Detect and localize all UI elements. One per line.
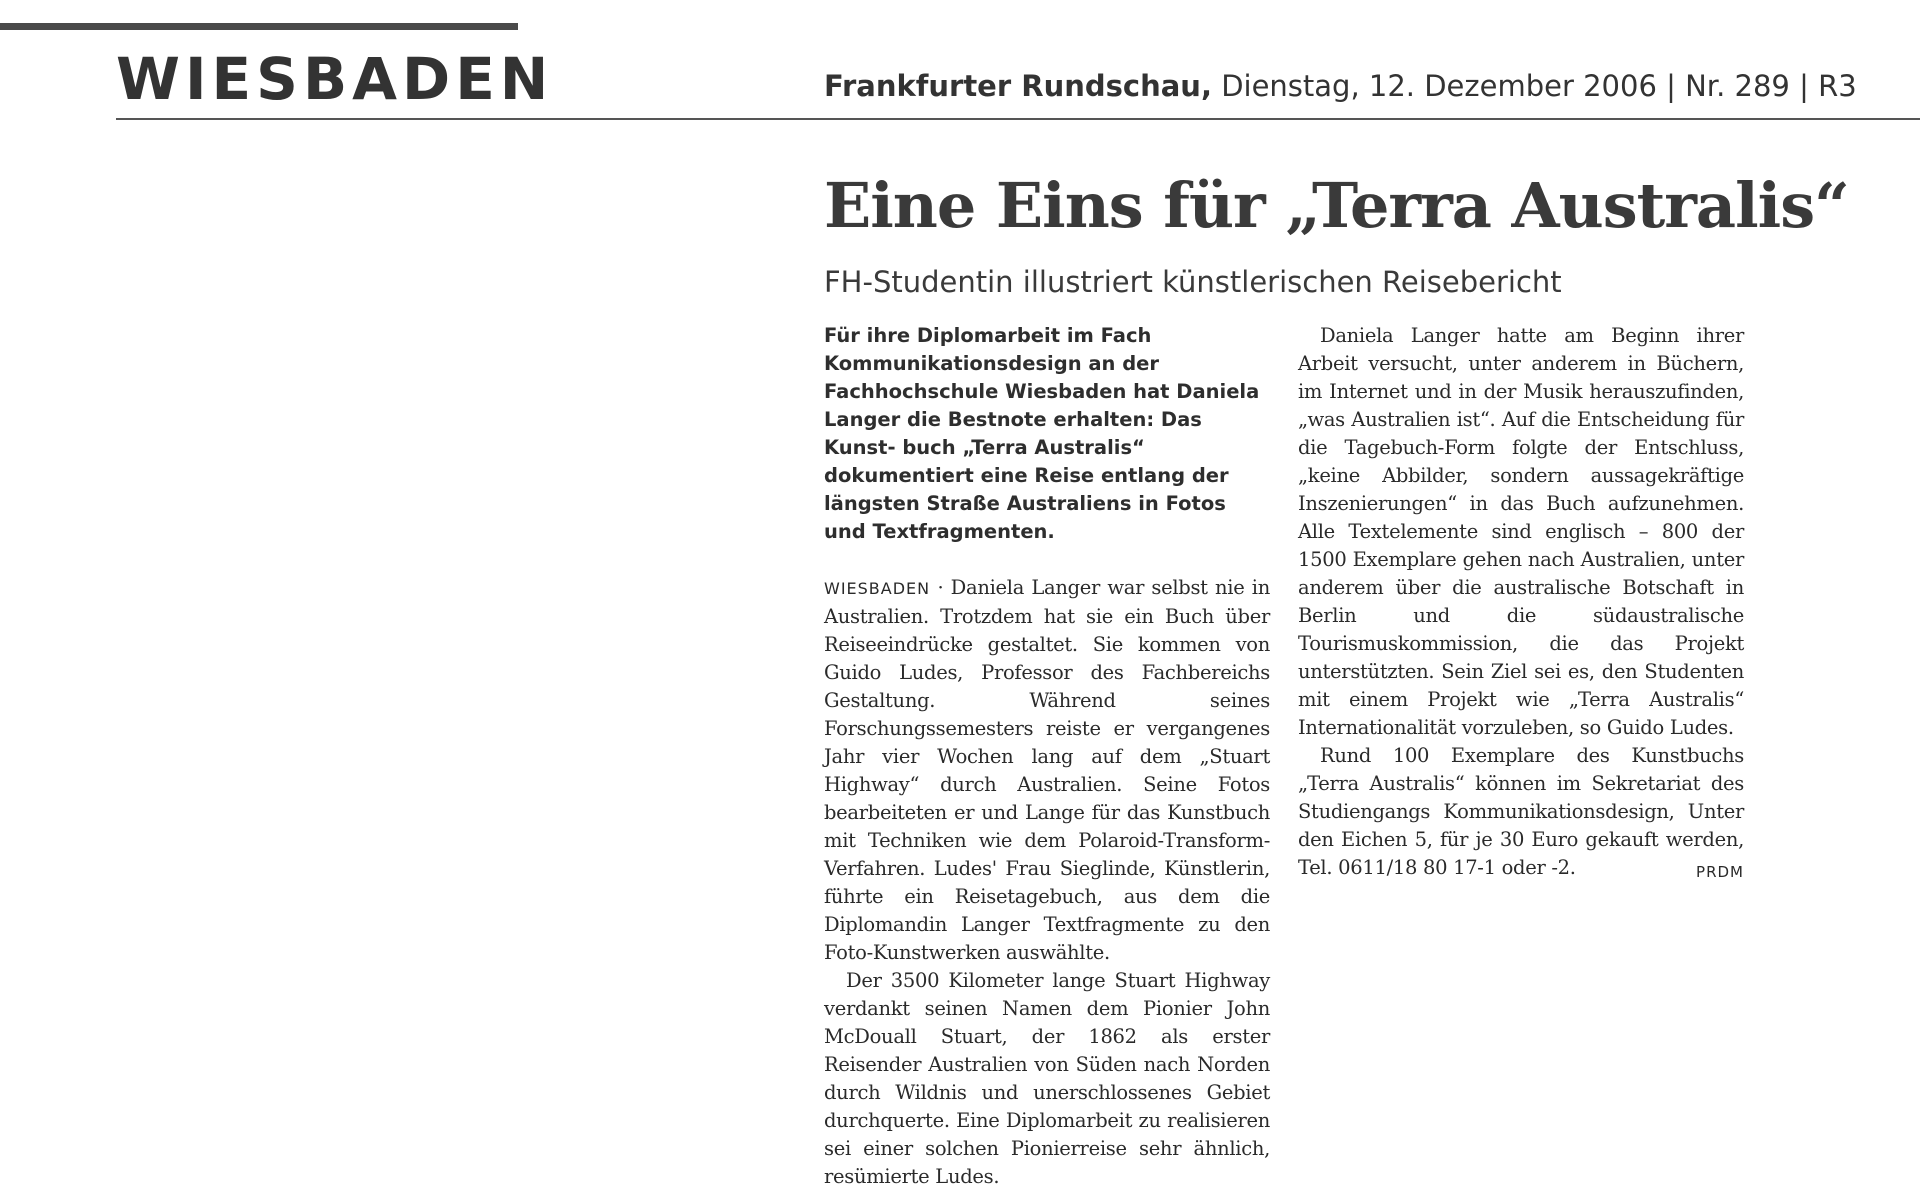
author-credit: PRDM	[1696, 863, 1744, 881]
article-lead: Für ihre Diplomarbeit im Fach Kommunikationsdesign an der Fachhochschule Wiesbaden hat Daniela Langer die Bestnote erhalten: Das Kunst- buch „Terra Australis“ dokumentiert eine Reise entlang der längsten Straße Australiens in Fotos und Textfragmenten.	[824, 324, 1260, 543]
paragraph-1-text: Daniela Langer war selbst nie in Australien. Trotzdem hat sie ein Buch über Reiseeindrücke gestaltet. Sie kommen von Guido Ludes, Professor des Fachbereichs Gestaltung. Während seines Forschungssemesters reiste er vergangenes Jahr vier Wochen lang auf dem „Stuart Highway“ durch Australien. Seine Fotos bearbeiteten er und Lange für das Kunstbuch mit Techniken wie dem Polaroid-Transform-Verfahren. Ludes' Frau Sieglinde, Künstlerin, führte ein Reisetagebuch, aus dem die Diplomandin Langer Textfragmente zu den Foto-Kunstwerken auswählte.	[824, 576, 1270, 964]
paragraph-4-text: Rund 100 Exemplare des Kunstbuchs „Terra Australis“ können im Sekretariat des Studiengangs Kommunikationsdesign, Unter den Eichen 5, für je 30 Euro gekauft werden, Tel. 0611/18 80 17-1 oder -2.	[1298, 744, 1744, 879]
section-title: WIESBADEN	[116, 45, 554, 113]
article-paragraph-4	[1298, 742, 1744, 882]
dateline: WIESBADEN	[824, 579, 931, 598]
article-subheadline: FH-Studentin illustriert künstlerischen Reisebericht	[824, 265, 1562, 299]
paper-name: Frankfurter Rundschau,	[824, 69, 1212, 103]
article-headline: Eine Eins für „Terra Australis“	[824, 169, 1849, 242]
issue-info: Dienstag, 12. Dezember 2006 | Nr. 289 | R3	[1221, 69, 1857, 103]
article-column-1	[824, 322, 1270, 1191]
article-paragraph-1: WIESBADEN · Daniela Langer war selbst nie in Australien. Trotzdem hat sie ein Buch über Reiseeindrücke gestaltet. Sie kommen von Guido Ludes, Professor des Fachbereichs Gestaltung. Während seines Forschungssemesters reiste er vergangenes Jahr vier Wochen lang auf dem „Stuart Highway“ durch Australien. Seine Fotos bearbeiteten er und Lange für das Kunstbuch mit Techniken wie dem Polaroid-Transform-Verfahren. Ludes' Frau Sieglinde, Künstlerin, führte ein Reisetagebuch, aus dem die Diplomandin Langer Textfragmente zu den Foto-Kunstwerken auswählte.	[824, 576, 1270, 964]
article-paragraph-2: Der 3500 Kilometer lange Stuart Highway verdankt seinen Namen dem Pionier John McDouall Stuart, der 1862 als erster Reisender Australien von Süden nach Norden durch Wildnis und unerschlossenes Gebiet durchquerte. Eine Diplomarbeit zu realisieren sei einer solchen Pionierreise sehr ähnlich, resümierte Ludes.	[824, 969, 1270, 1188]
article-paragraph-3: Daniela Langer hatte am Beginn ihrer Arbeit versucht, unter anderem in Büchern, im Internet und in der Musik herauszufinden, „was Australien ist“. Auf die Entscheidung für die Tagebuch-Form folgte der Entschluss, „keine Abbilder, sondern aussagekräftige Inszenierungen“ in das Buch aufzunehmen. Alle Textelemente sind englisch – 800 der 1500 Exemplare gehen nach Australien, unter anderem über die australische Botschaft in Berlin und die südaustralische Tourismuskommission, die das Projekt unterstützten. Sein Ziel sei es, den Studenten mit einem Projekt wie „Terra Australis“ Internationalität vorzuleben, so Guido Ludes.	[1298, 324, 1744, 739]
article-column-2	[1298, 322, 1744, 886]
header-rule	[116, 118, 1920, 120]
masthead	[824, 66, 1857, 106]
top-rule	[0, 23, 518, 30]
